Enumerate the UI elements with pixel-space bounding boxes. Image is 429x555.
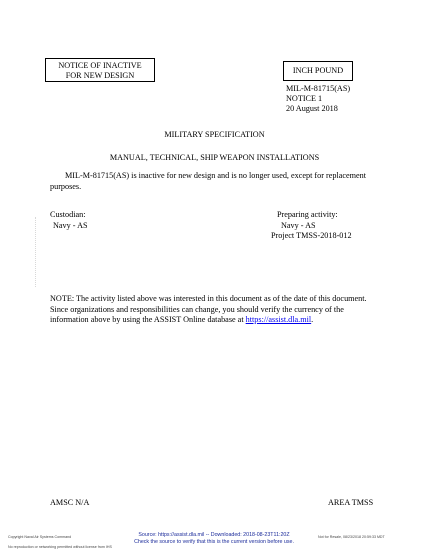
preparing-activity-block <box>271 210 352 242</box>
doc-number: MIL-M-81715(AS) <box>286 84 351 93</box>
inch-pound-box <box>283 61 353 81</box>
amsc-label: AMSC N/A <box>50 498 90 507</box>
notice-box-line1: NOTICE OF INACTIVE <box>58 61 142 70</box>
note-text: NOTE: The activity listed above was interested in this document as of the date of this document. Since organizations and responsibilities can change, you should verify the currency of the information above by using the ASSIST Online database at <box>50 294 367 324</box>
note-suffix: . <box>311 315 314 324</box>
margin-mark <box>35 217 37 287</box>
notice-of-inactive-box <box>45 58 155 82</box>
doc-date: 20 August 2018 <box>286 104 338 113</box>
watermark-line1: Source: https://assist.dla.mil -- Downloaded: 2018-08-23T11:20Z <box>138 532 290 538</box>
custodian-value: Navy - AS <box>53 220 88 230</box>
notice-box-line2: FOR NEW DESIGN <box>65 71 135 80</box>
project-number: Project TMSS-2018-012 <box>271 231 352 240</box>
area-label: AREA TMSS <box>328 498 374 507</box>
license-reproduction: No reproduction or networking permitted without license from IHS <box>8 545 112 549</box>
inch-pound-label: INCH POUND <box>292 66 344 75</box>
document-title: MANUAL, TECHNICAL, SHIP WEAPON INSTALLATIONS <box>109 153 320 162</box>
preparing-activity-value: Navy - AS <box>281 220 316 230</box>
note-paragraph <box>50 294 380 326</box>
preparing-activity-heading: Preparing activity: <box>277 210 338 219</box>
license-resale: Not for Resale, 08/23/2018 20:59:33 MDT <box>318 535 385 539</box>
doc-identification <box>286 84 350 114</box>
notice-number: NOTICE 1 <box>286 94 323 103</box>
status-statement: MIL-M-81715(AS) is inactive for new design and is no longer used, except for replacement purposes. <box>50 171 367 191</box>
spec-type-heading: MILITARY SPECIFICATION <box>164 130 265 139</box>
license-copyright: Copyright Naval Air Systems Command <box>8 535 72 539</box>
watermark-line2: Check the source to verify that this is the current version before use. <box>134 538 294 545</box>
custodian-block <box>50 210 88 231</box>
assist-link[interactable]: https://assist.dla.mil <box>245 315 312 324</box>
custodian-heading: Custodian: <box>50 210 86 219</box>
download-watermark <box>100 532 328 545</box>
